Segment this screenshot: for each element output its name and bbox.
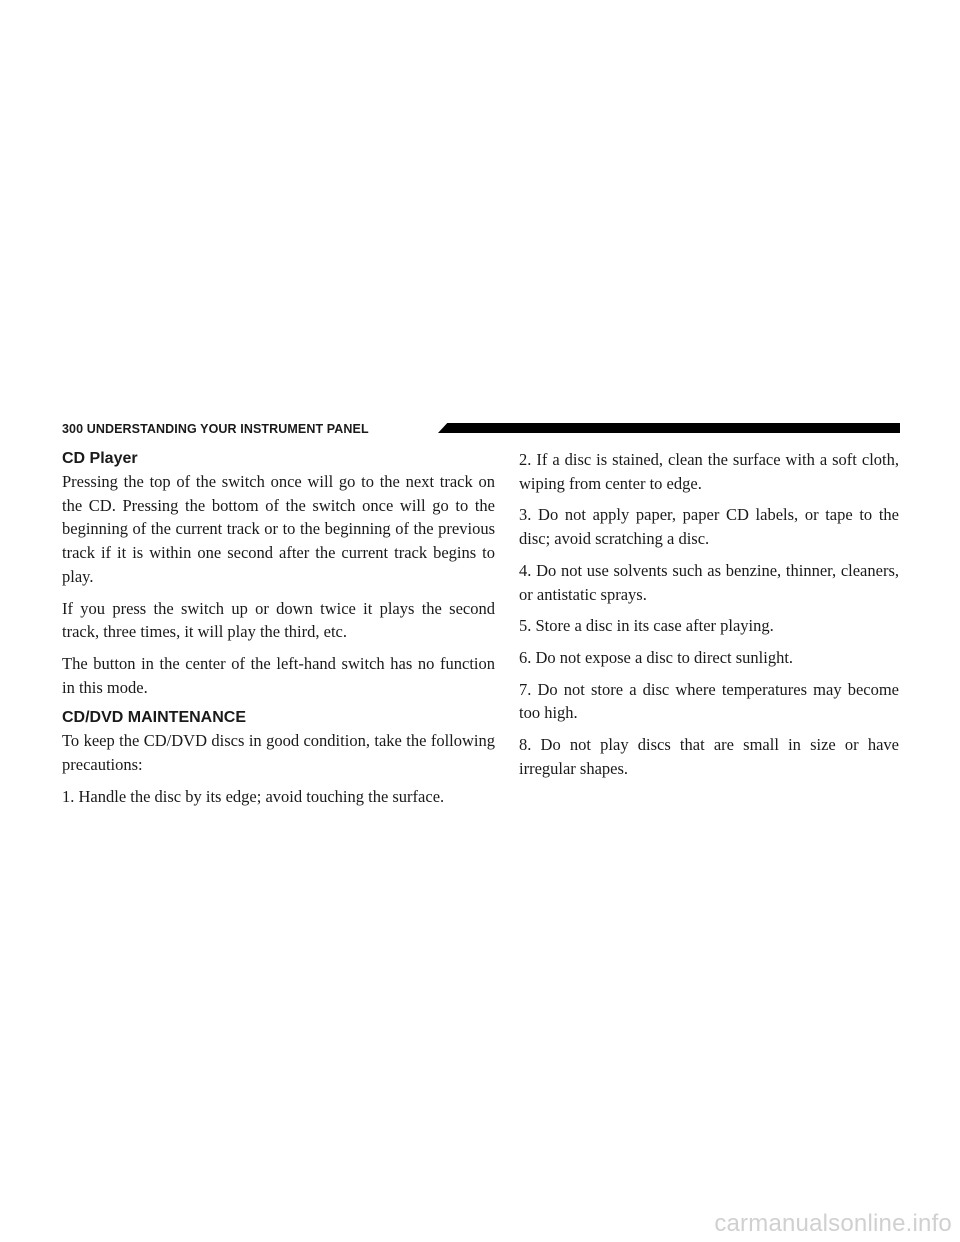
page-header [62,422,900,436]
maintenance-heading: CD/DVD MAINTENANCE [62,709,246,727]
left-column [62,448,495,816]
precaution-item-8: 8. Do not play discs that are small in size or have irregular shapes. [519,735,899,778]
header-rule-bar [438,423,900,433]
right-column [519,448,899,788]
precaution-item-7: 7. Do not store a disc where temperatures may become too high. [519,679,899,723]
precaution-item-2: 2. If a disc is stained, clean the surface with a soft cloth, wiping from center to edge. [519,450,899,493]
precaution-item-6: 6. Do not expose a disc to direct sunlight. [519,647,794,667]
cd-player-paragraph-2: If you press the switch up or down twice it plays the second track, three times, it will play the third, etc. [62,598,495,642]
maintenance-intro: To keep the CD/DVD discs in good condition, take the following precautions: [62,731,495,775]
cd-player-paragraph-3: The button in the center of the left-hand switch has no function in this mode. [62,653,495,697]
watermark: carmanualsonline.info [714,1210,952,1237]
precaution-item-4: 4. Do not use solvents such as benzine, thinner, cleaners, or antistatic sprays. [519,560,899,604]
precaution-item-3: 3. Do not apply paper, paper CD labels, or tape to the disc; avoid scratching a disc. [519,505,899,549]
precaution-item-5: 5. Store a disc in its case after playing. [519,616,774,636]
page-header-text: 300 UNDERSTANDING YOUR INSTRUMENT PANEL [62,422,369,436]
precaution-item-1: 1. Handle the disc by its edge; avoid touching the surface. [62,786,445,806]
cd-player-heading: CD Player [62,450,138,467]
cd-player-paragraph-1: Pressing the top of the switch once will go to the next track on the CD. Pressing the bottom of the switch once will go to the beginning of the current track or to the beginning of the previous track if it is within one second after the current track begins to play. [62,472,495,586]
